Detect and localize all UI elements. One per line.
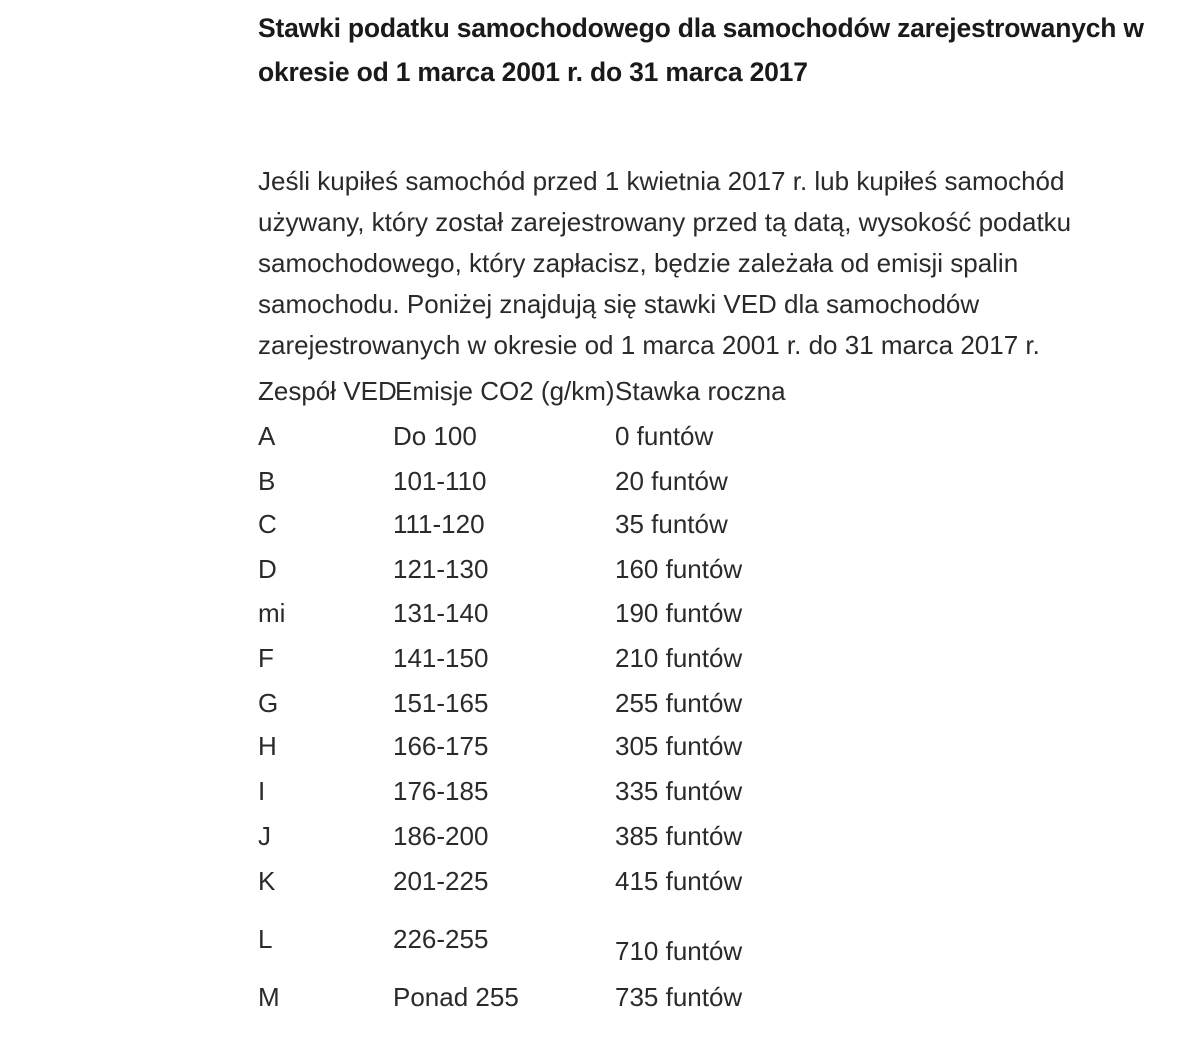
band-cell: A <box>258 421 276 451</box>
emissions-cell: Do 100 <box>393 421 477 451</box>
emissions-cell: 151-165 <box>393 688 489 718</box>
rate-cell: 385 funtów <box>615 821 743 851</box>
band-cell: M <box>258 982 280 1012</box>
emissions-cell: 176-185 <box>393 776 489 806</box>
emissions-cell: 131-140 <box>393 598 489 628</box>
rate-cell: 160 funtów <box>615 554 743 584</box>
rate-cell: 0 funtów <box>615 421 714 451</box>
rate-cell: 415 funtów <box>615 866 743 896</box>
band-cell: B <box>258 466 276 496</box>
rate-cell: 735 funtów <box>615 982 743 1012</box>
rate-cell: 255 funtów <box>615 688 743 718</box>
band-cell: J <box>258 821 271 851</box>
rate-cell: 20 funtów <box>615 466 728 496</box>
rate-cell: 305 funtów <box>615 731 743 761</box>
rate-cell: 710 funtów <box>615 936 743 966</box>
rate-cell: 35 funtów <box>615 509 728 539</box>
article <box>258 0 1158 1012</box>
emissions-cell: 111-120 <box>393 509 485 539</box>
page-title: Stawki podatku samochodowego dla samochodów zarejestrowanych w okresie od 1 marca 2001 r. do 31 marca 2017 <box>258 13 1144 87</box>
emissions-cell: 201-225 <box>393 866 489 896</box>
band-cell: I <box>258 776 266 806</box>
emissions-cell: Ponad 255 <box>393 982 519 1012</box>
emissions-cell: 166-175 <box>393 731 489 761</box>
emissions-cell: 101-110 <box>393 466 487 496</box>
intro-paragraph: Jeśli kupiłeś samochód przed 1 kwietnia 2017 r. lub kupiłeś samochód używany, który został zarejestrowany przed tą datą, wysokość podatku samochodowego, który zapłacisz, będzie zależała od emisji spalin samochodu. Poniżej znajdują się stawki VED dla samochodów zarejestrowanych w okresie od 1 marca 2001 r. do 31 marca 2017 r. <box>258 166 1072 360</box>
band-cell: D <box>258 554 277 584</box>
emissions-cell: 226-255 <box>393 924 489 954</box>
band-cell: G <box>258 688 279 718</box>
header-co2-emissions: Emisje CO2 (g/km) <box>395 376 615 406</box>
emissions-cell: 141-150 <box>393 643 489 673</box>
band-cell: mi <box>258 598 286 628</box>
band-cell: K <box>258 866 276 896</box>
band-cell: H <box>258 731 277 761</box>
band-cell: F <box>258 643 274 673</box>
rate-cell: 335 funtów <box>615 776 743 806</box>
rate-cell: 190 funtów <box>615 598 743 628</box>
emissions-cell: 121-130 <box>393 554 489 584</box>
band-cell: L <box>258 924 273 954</box>
band-cell: C <box>258 509 277 539</box>
rate-cell: 210 funtów <box>615 643 743 673</box>
emissions-cell: 186-200 <box>393 821 489 851</box>
header-annual-rate: Stawka roczna <box>615 376 786 406</box>
header-ved-band: Zespół VED <box>258 376 397 406</box>
